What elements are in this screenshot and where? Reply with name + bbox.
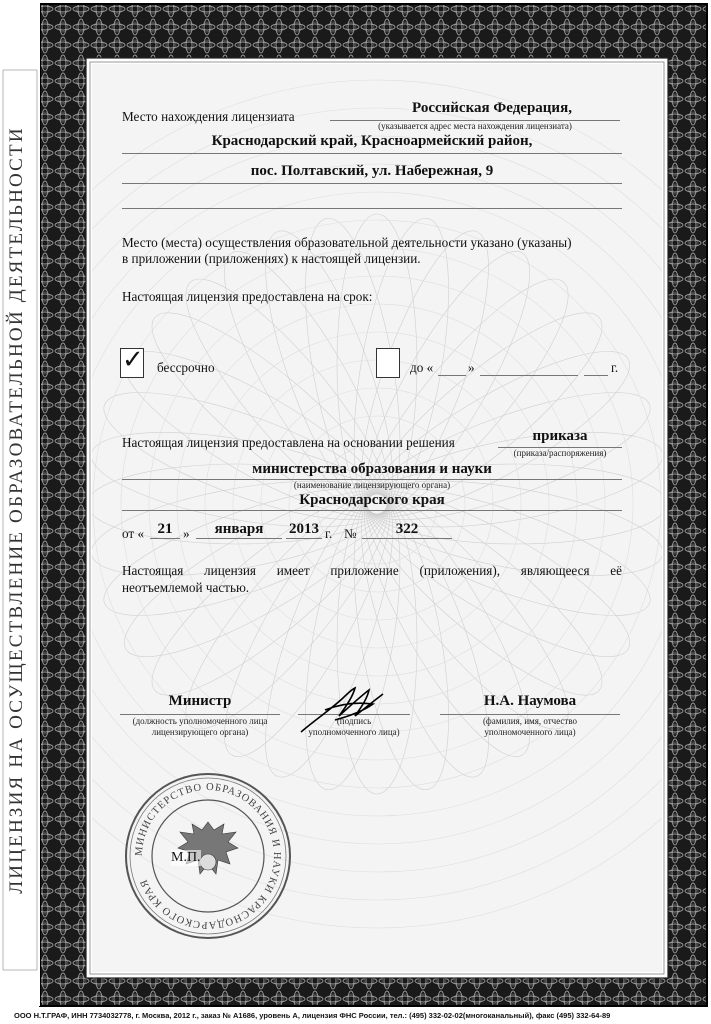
eagle-emblem-icon [178,822,238,874]
handwritten-signature [295,680,405,740]
address-hint: (указывается адрес места нахождения лицензиата) [378,121,572,131]
organ-hint: (наименование лицензирующего органа) [293,480,451,490]
address-line1: Российская Федерация, [412,100,572,116]
decision-number: 322 [395,521,419,537]
checkmark-icon: ✓ [122,345,144,375]
unlimited-checkbox[interactable] [120,345,144,378]
decision-month: января [214,521,264,537]
appendix-line1: Настоящая лицензия имеет приложение (приложения), являющееся её [122,563,622,578]
year-suffix: г. [325,526,333,541]
mp-label: М.П. [171,850,201,865]
until-quote-close: » [468,360,475,375]
decision-hint: (приказа/распоряжения) [513,448,607,458]
side-title: ЛИЦЕНЗИЯ НА ОСУЩЕСТВЛЕНИЕ ОБРАЗОВАТЕЛЬНОЙ ДЕЯТЕЛЬНОСТИ [6,126,27,894]
signature-hint2: уполномоченного лица) [308,727,400,737]
name-value: Н.А. Наумова [483,693,577,709]
printer-footer: ООО Н.Т.ГРАФ, ИНН 7734032778, г. Москва, 2012 г., заказ № А1686, уровень А, лицензия ФНС России, тел.: (495) 332-02-02(многоканальный), факс (495) 332-64-89 [14,1011,611,1020]
official-seal [122,770,294,942]
date-quote-close: » [183,526,190,541]
name-hint1: (фамилия, имя, отчество [482,716,578,726]
decision-day: 21 [157,521,173,537]
decision-type: приказа [532,428,588,444]
position-value: Министр [168,693,232,709]
position-hint2: лицензирующего органа) [151,727,249,737]
until-suffix: г. [611,360,619,375]
address-label: Место нахождения лицензиата [122,109,295,124]
address-line2: Краснодарский край, Красноармейский район, [211,133,533,149]
place-text-line1: Место (места) осуществления образовательной деятельности указано (указаны) [122,235,572,250]
address-line3: пос. Полтавский, ул. Набережная, 9 [250,163,494,179]
appendix-line2: неотъемлемой частью. [122,580,250,595]
place-text-line2: в приложении (приложениях) к настоящей лицензии. [122,251,421,266]
organ-line2: Краснодарского края [299,492,445,508]
decision-year: 2013 [289,521,319,537]
date-prefix: от « [122,526,145,541]
seal-ring-text: МИНИСТЕРСТВО ОБРАЗОВАНИЯ И НАУКИ КРАСНОДАРСКОГО КРАЯ [133,781,283,931]
signature-hint1: (подпись [336,716,372,726]
number-sign: № [344,526,357,541]
until-prefix: до « [410,360,434,375]
basis-label: Настоящая лицензия предоставлена на основании решения [122,435,455,450]
name-hint2: уполномоченного лица) [484,727,576,737]
term-label: Настоящая лицензия предоставлена на срок: [122,289,373,304]
organ-line1: министерства образования и науки [252,461,492,477]
position-hint1: (должность уполномоченного лица [132,716,268,726]
unlimited-label: бессрочно [157,360,215,375]
until-checkbox[interactable] [376,348,400,378]
